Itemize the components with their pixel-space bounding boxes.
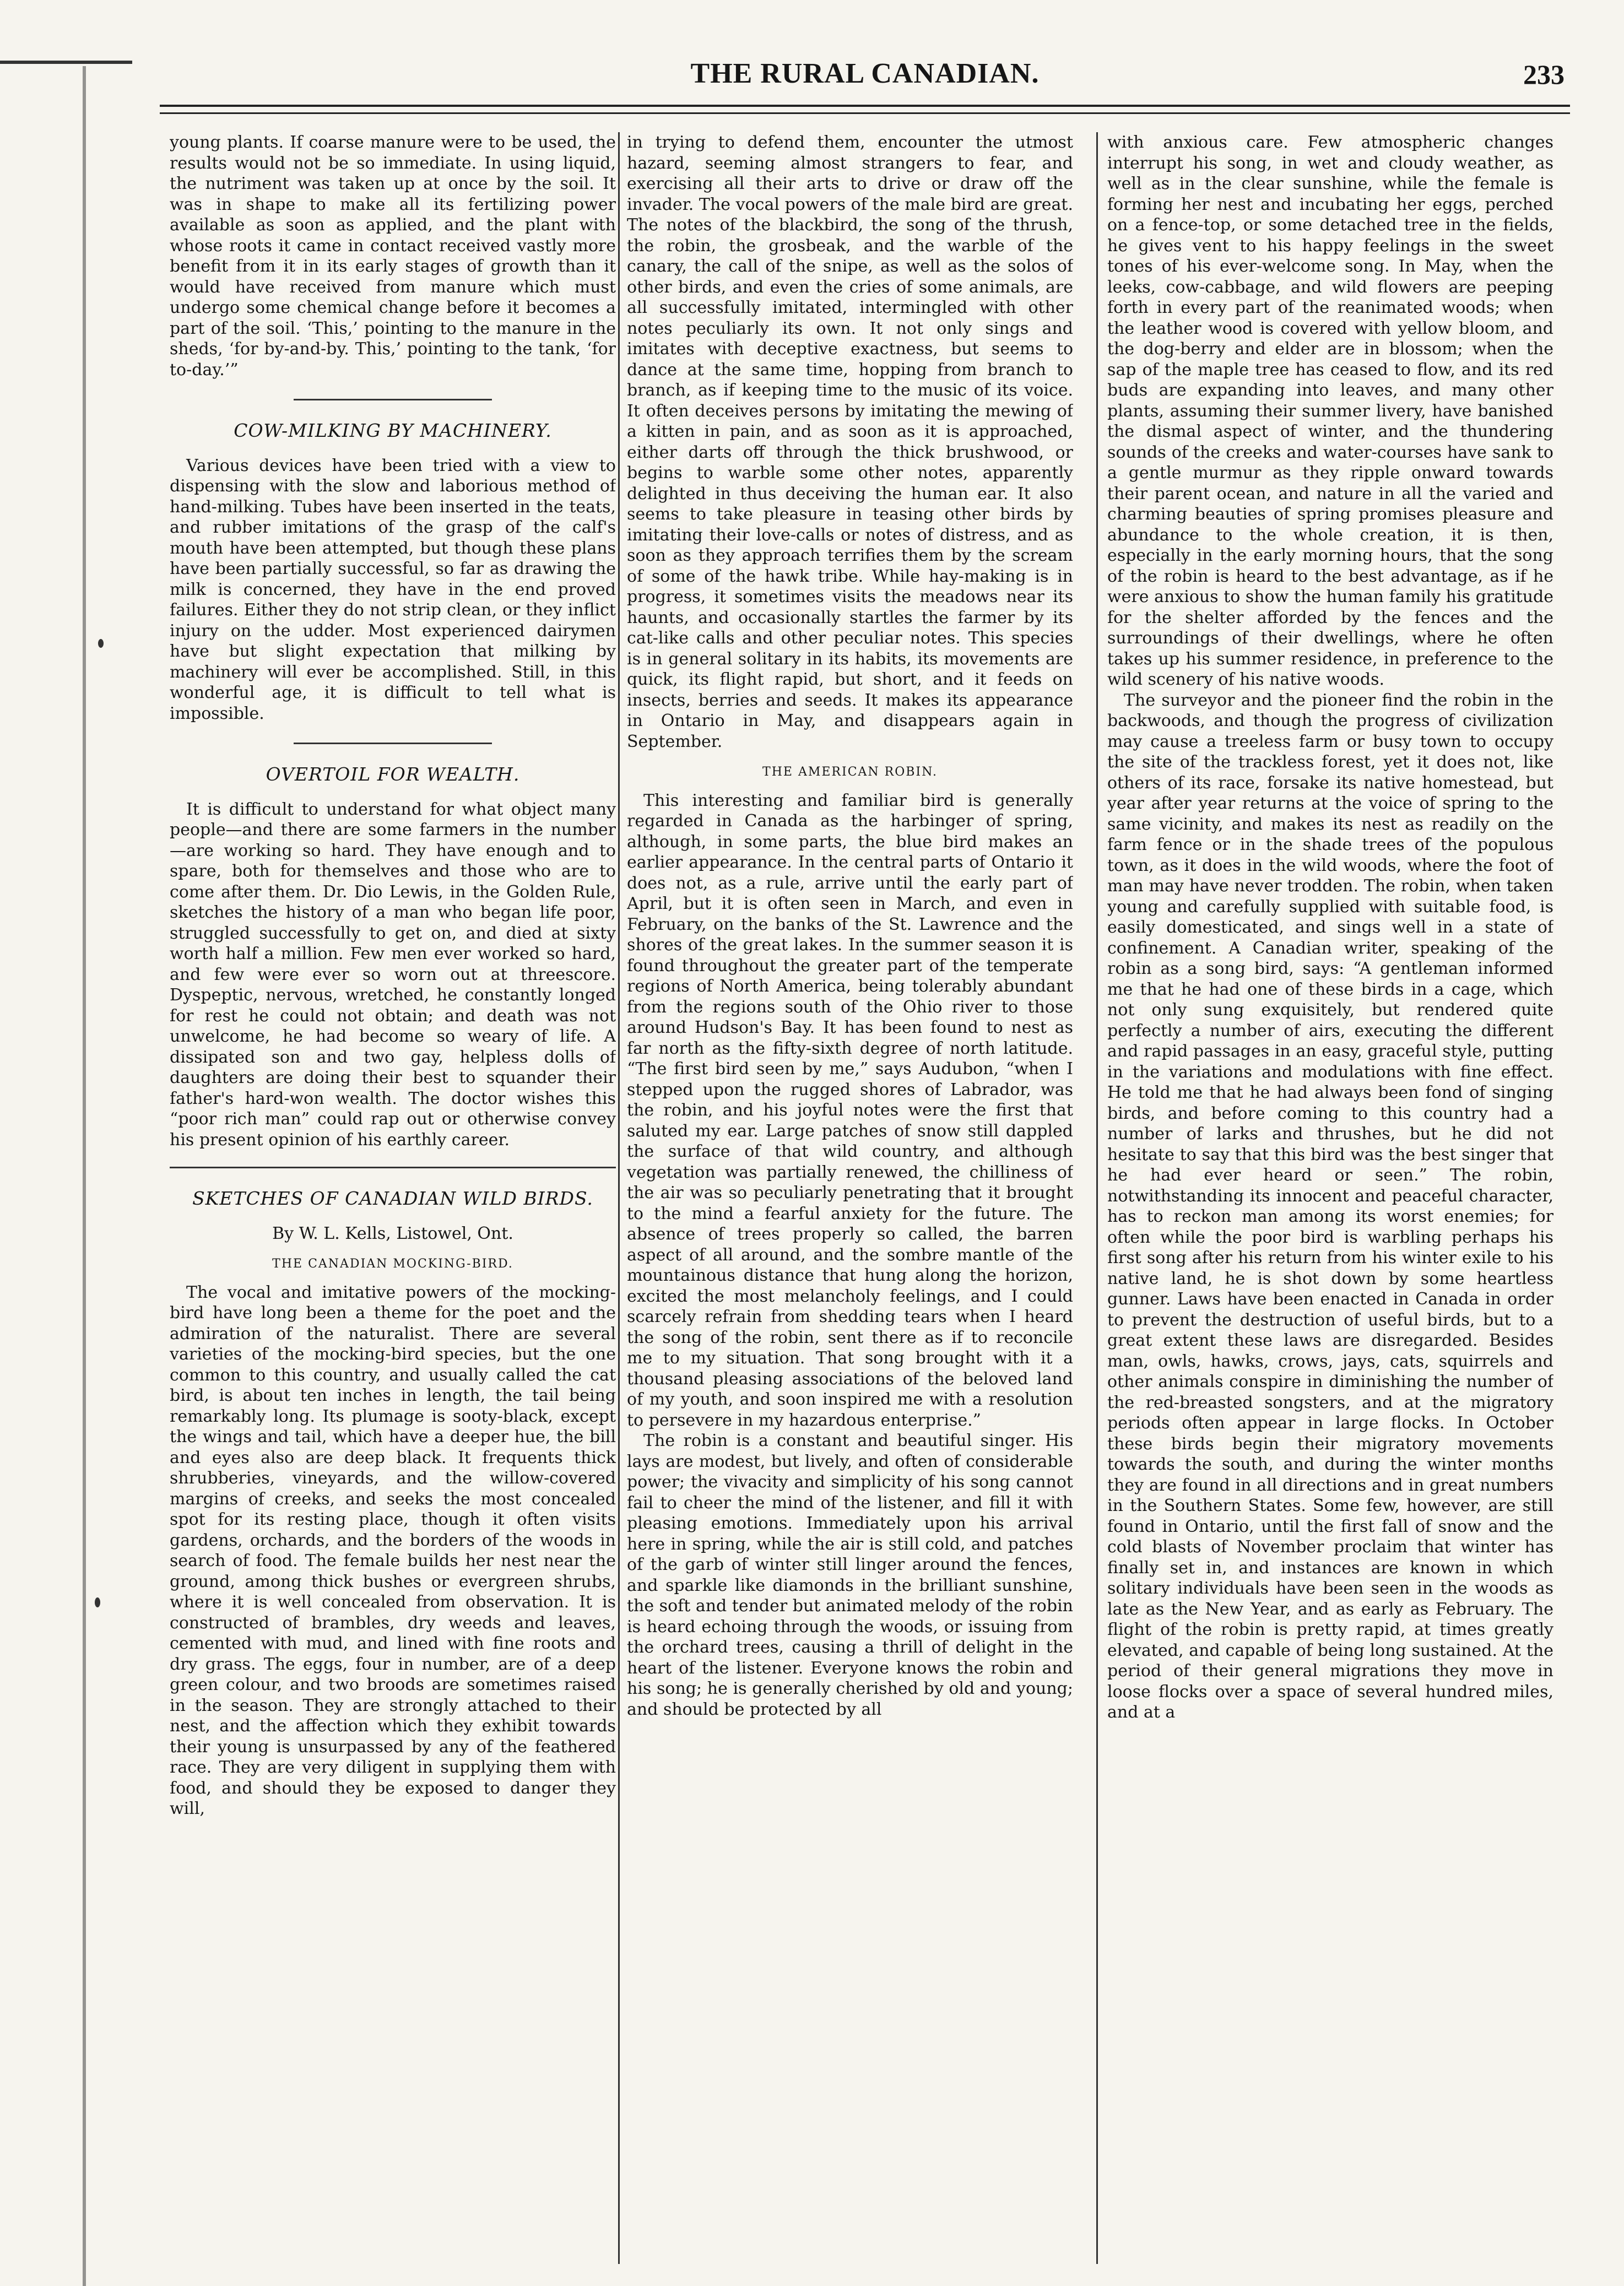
article-subheading: THE CANADIAN MOCKING-BIRD.	[272, 1257, 513, 1271]
column-divider	[618, 132, 620, 2264]
body-paragraph: in trying to defend them, encounter the utmost hazard, seeming almost strangers to fear, and exercising all their arts to drive or draw off the invader. The vocal powers of the male bird are great. The notes of the blackbird, the song of the thrush, the robin, the grosbeak, and the warble of the canary, the call of the snipe, as well as the solos of other birds, and even the cries of some animals, are all successfully imitated, intermingled with other notes peculiarly its own. It not only sings and imitates with deceptive exactness, but seems to dance at the same time, hopping from branch to branch, as if keeping time to the music of its voice. It often deceives persons by imitating the mewing of a kitten in pain, and as soon as it is approached, either darts off through the thick brushwood, or begins to warble some other notes, apparently delighted in thus deceiving the human ear. It also seems to take pleasure in teasing other birds by imitating their love-calls or notes of distress, and as soon as they approach terrifies them by the scream of some of the hawk tribe. While hay-making is in progress, it sometimes visits the meadows near its haunts, and occasionally startles the farmer by its cat-like calls and other peculiar notes. This species is in general solitary in its habits, its movements are quick, its flight rapid, but short, and it feeds on insects, berries and seeds. It makes its appearance in Ontario in May, and disappears again in September.	[627, 133, 1073, 751]
body-paragraph: The robin is a constant and beautiful singer. His lays are modest, but lively, and often of considerable power; the vivacity and simplicity of his song cannot fail to cheer the mind of the listener, and fill it with pleasing emotions. Immediately upon his arrival here in spring, while the air is still cold, and patches of the garb of winter still linger around the fences, and sparkle like diamonds in the brilliant sunshine, the soft and tender but animated melody of the robin is heard echoing through the woods, or issuing from the orchard trees, causing a thrill of delight in the heart of the listener. Everyone knows the robin and his song; he is generally cherished by old and young; and should be protected by all	[627, 1431, 1073, 1719]
ink-speck	[98, 639, 104, 648]
ink-speck	[95, 1597, 100, 1607]
margin-binding-rule	[83, 66, 86, 2286]
text-column-2	[627, 132, 1073, 2269]
body-paragraph: It is difficult to understand for what object many people—and there are some farmers in the number—are working so hard. They have enough and to spare, both for themselves and those who are to come after them. Dr. Dio Lewis, in the Golden Rule, sketches the history of a man who began life poor, struggled successfully to get on, and died at sixty worth half a million. Few men ever worked so hard, and few were ever so worn out at threescore. Dyspeptic, nervous, wretched, he constantly longed for rest he could not obtain; and death was not unwelcome, he had become so weary of life. A dissipated son and two gay, helpless dolls of daughters are doing their best to squander their father's hard-won wealth. The doctor wishes this “poor rich man” could rap out or otherwise convey his present opinion of his earthly career.	[170, 799, 616, 1150]
body-paragraph: Various devices have been tried with a view to dispensing with the slow and laborious method of hand-milking. Tubes have been inserted in the teats, and rubber imitations of the grasp of the calf's mouth have been attempted, but though these plans have been partially successful, so far as drawing the milk is concerned, they have in the end proved failures. Either they do not strip clean, or they inflict injury on the udder. Most experienced dairymen have but slight expectation that milking by machinery will ever be accomplished. Still, in this wonderful age, it is difficult to tell what is impossible.	[170, 456, 616, 723]
header-double-rule	[160, 105, 1570, 114]
section-heading: OVERTOIL FOR WEALTH.	[266, 763, 520, 785]
section-heading: COW-MILKING BY MACHINERY.	[234, 420, 552, 441]
article-subheading: THE AMERICAN ROBIN.	[762, 765, 938, 779]
body-paragraph: The vocal and imitative powers of the mocking-bird have long been a theme for the poet and the admiration of the naturalist. There are several varieties of the mocking-bird species, but the one common to this country, and usually called the cat bird, is about ten inches in length, the tail being remarkably long. Its plumage is sooty-black, except the wings and tail, which have a deeper hue, the bill and eyes also are deep black. It frequents thick shrubberies, vineyards, and the willow-covered margins of creeks, and seeks the most concealed spot for its resting place, though it often visits gardens, orchards, and the borders of the woods in search of food. The female builds her nest near the ground, among thick bushes or evergreen shrubs, where it is well concealed from observation. It is constructed of brambles, dry weeds and leaves, cemented with mud, and lined with fine roots and dry grass. The eggs, four in number, are of a deep green colour, and two broods are sometimes raised in the season. They are strongly attached to their nest, and the affection which they exhibit towards their young is unsurpassed by any of the feathered race. They are very diligent in supplying them with food, and should they be exposed to danger they will,	[170, 1282, 616, 1818]
body-paragraph: with anxious care. Few atmospheric changes interrupt his song, in wet and cloudy weather, as well as in the clear sunshine, while the female is forming her nest and incubating her eggs, perched on a fence-top, or some detached tree in the fields, he gives vent to his happy feelings in the sweet tones of his ever-welcome song. In May, when the leeks, cow-cabbage, and wild flowers are peeping forth in every part of the reanimated woods; when the leather wood is covered with yellow bloom, and the dog-berry and elder are in blossom; when the sap of the maple tree has ceased to flow, and its red buds are expanding into leaves, and many other plants, assuming their summer livery, have banished the dismal aspect of winter, and the thundering sounds of the creeks and water-courses have sank to a gentle murmur as they ripple onward towards their parent ocean, and nature in all the varied and charming beauties of spring promises pleasure and abundance to the whole creation, it is then, especially in the early morning hours, that the song of the robin is heard to the best advantage, as if he were anxious to show the human family his gratitude for the shelter afforded by the fences and the surroundings of their dwellings, where he often takes up his summer residence, in preference to the wild scenery of his native woods.	[1107, 133, 1553, 689]
text-column-3	[1107, 132, 1553, 2269]
page-number: 233	[1523, 59, 1565, 90]
body-paragraph: young plants. If coarse manure were to be used, the results would not be so immediate. In using liquid, the nutriment was taken up at once by the soil. It was in shape to make all its fertilizing power available as soon as applied, and the plant with whose roots it came in contact received vastly more benefit from it in its early stages of growth than it would have received from manure which must undergo some chemical change before it becomes a part of the soil. ‘This,’ pointing to the manure in the sheds, ‘for by-and-by. This,’ pointing to the tank, ‘for to-day.’”	[170, 133, 616, 380]
article-byline: By W. L. Kells, Listowel, Ont.	[272, 1223, 513, 1243]
section-heading: SKETCHES OF CANADIAN WILD BIRDS.	[192, 1188, 593, 1209]
body-paragraph: This interesting and familiar bird is generally regarded in Canada as the harbinger of spring, although, in some parts, the blue bird makes an earlier appearance. In the central parts of Ontario it does not, as a rule, arrive until the early part of April, but it is often seen in March, and even in February, on the banks of the St. Lawrence and the shores of the great lakes. In the summer season it is found throughout the greater part of the temperate regions of North America, being tolerably abundant from the regions south of the Ohio river to those around Hudson's Bay. It has been found to nest as far north as the fifty-sixth degree of north latitude. “The first bird seen by me,” says Audubon, “when I stepped upon the rugged shores of Labrador, was the robin, and his joyful notes were the first that saluted my ear. Large patches of snow still dappled the surface of that wild country, and although vegetation was partially renewed, the chilliness of the air was so peculiarly penetrating that it brought to the mind a fearful anxiety for the future. The absence of trees properly so called, the barren aspect of all around, and the sombre mantle of the mountainous distance that hung along the horizon, excited the most melancholy feelings, and I could scarcely refrain from shedding tears when I heard the song of the robin, sent there as if to reconcile me to my situation. That song brought with it a thousand pleasing associations of the beloved land of my youth, and soon inspired me with a resolution to persevere in my hazardous enterprise.”	[627, 790, 1073, 1430]
section-rule	[294, 399, 492, 400]
text-column-1	[170, 132, 616, 2269]
margin-binding-mark	[0, 61, 132, 80]
page-header	[165, 57, 1565, 97]
column-divider	[1096, 132, 1098, 2264]
section-rule	[170, 1167, 616, 1168]
body-paragraph: The surveyor and the pioneer find the robin in the backwoods, and though the progress of civilization may cause a treeless farm or busy town to occupy the site of the trackless forest, yet it does not, like others of its race, forsake its native homestead, but year after year returns at the voice of spring to the same vicinity, and makes its nest as readily on the farm fence or in the shade trees of the populous town, as it does in the wild woods, where the foot of man may have never trodden. The robin, when taken young and carefully supplied with suitable food, is easily domesticated, and sings well in a state of confinement. A Canadian writer, speaking of the robin as a song bird, says: “A gentleman informed me that he had one of these birds in a cage, which not only sung exquisitely, but rendered quite perfectly a number of airs, executing the different and rapid passages in an easy, graceful style, putting in the variations and modulations with fine effect. He told me that he had always been fond of singing birds, and before coming to this country had a number of larks and thrushes, but he did not hesitate to say that this bird was the best singer that he had ever heard or seen.” The robin, notwithstanding its innocent and peaceful character, has to reckon man among its worst enemies; for often while the poor bird is warbling perhaps his first song after his return from his winter exile to his native land, he is shot down by some heartless gunner. Laws have been enacted in Canada in order to prevent the destruction of useful birds, but to a great extent these laws are disregarded. Besides man, owls, hawks, crows, jays, cats, squirrels and other animals conspire in diminishing the number of the red-breasted songsters, and at the migratory periods often appear in large flocks. In October these birds begin their migratory movements towards the south, and during the winter months they are found in all directions and in great numbers in the Southern States. Some few, however, are still found in Ontario, until the first fall of snow and the cold blasts of November proclaim that winter has finally set in, and instances are known in which solitary individuals have been seen in the woods as late as the New Year, and as early as February. The flight of the robin is pretty rapid, at times greatly elevated, and capable of being long sustained. At the period of their general migrations they move in loose flocks over a space of several hundred miles, and at a	[1107, 690, 1553, 1722]
masthead-title: THE RURAL CANADIAN.	[690, 58, 1040, 89]
section-rule	[294, 743, 492, 744]
